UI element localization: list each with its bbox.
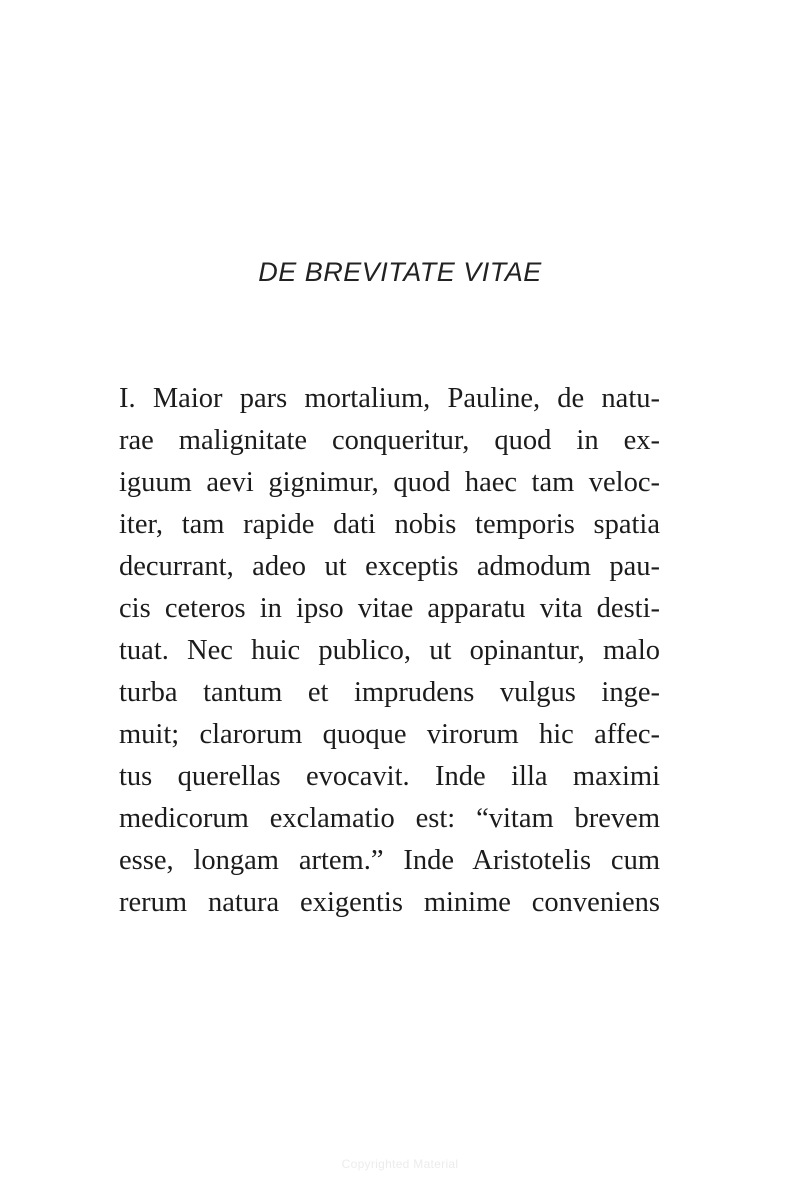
chapter-title: DE BREVITATE VITAE — [258, 257, 542, 287]
text-line: iguum aevi gignimur, quod haec tam veloc- — [119, 467, 660, 498]
text-line: cis ceteros in ipso vitae apparatu vita desti- — [119, 593, 660, 624]
body-paragraph — [119, 378, 660, 924]
text-line: rerum natura exigentis minime conveniens — [119, 887, 660, 918]
text-line: rae malignitate conqueritur, quod in ex- — [119, 425, 660, 456]
text-line: tuat. Nec huic publico, ut opinantur, malo — [119, 635, 660, 666]
text-line: muit; clarorum quoque virorum hic affec- — [119, 719, 660, 750]
text-line: esse, longam artem.” Inde Aristotelis cum — [119, 845, 660, 876]
text-line: tus querellas evocavit. Inde illa maximi — [119, 761, 660, 792]
text-line: medicorum exclamatio est: “vitam brevem — [119, 803, 660, 834]
text-line: decurrant, adeo ut exceptis admodum pau- — [119, 551, 660, 582]
text-line: I. Maior pars mortalium, Pauline, de natu- — [119, 383, 660, 414]
text-line: turba tantum et imprudens vulgus inge- — [119, 677, 660, 708]
text-line: iter, tam rapide dati nobis temporis spatia — [119, 509, 660, 540]
copyright-watermark: Copyrighted Material — [341, 1157, 459, 1171]
